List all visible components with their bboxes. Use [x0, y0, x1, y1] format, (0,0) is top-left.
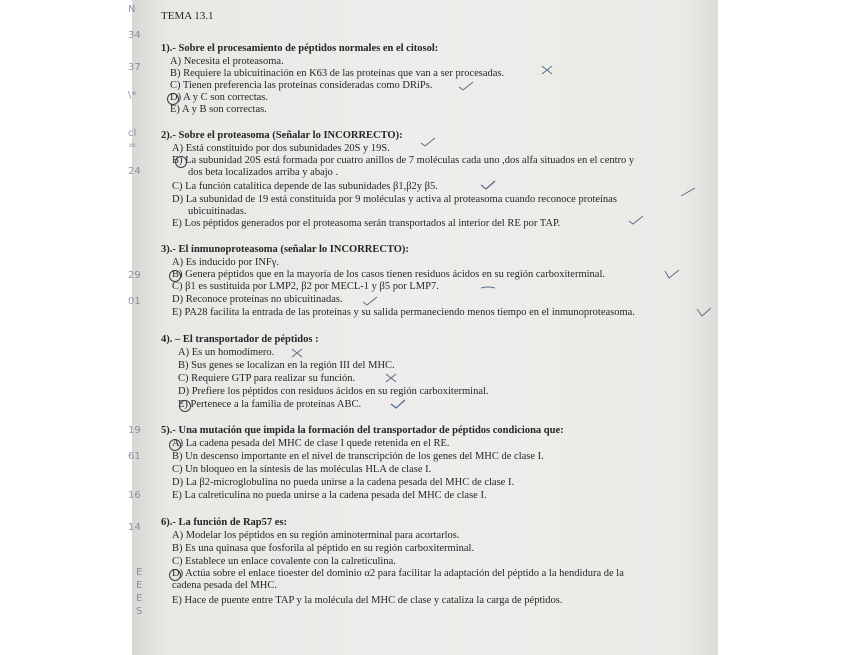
question-1-option-b: B) Requiere la ubicuitinación en K63 de las proteínas que van a ser procesadas.	[170, 68, 505, 79]
handwritten-cross-mark	[540, 62, 556, 72]
question-6-option-d-cont: cadena pesada del MHC.	[172, 580, 277, 591]
margin-mark: E	[136, 593, 143, 604]
question-6-option-d: D) Actúa sobre el enlace tioester del dominio α2 para facilitar la adaptación del péptido a la hendidura de la	[172, 568, 624, 579]
margin-mark: 16	[128, 490, 141, 501]
answer-circle	[169, 270, 181, 282]
answer-circle	[169, 569, 181, 581]
margin-mark: 34	[128, 30, 141, 41]
margin-mark: 24	[128, 166, 141, 177]
margin-mark: E	[136, 580, 143, 591]
handwritten-check-mark	[628, 212, 644, 222]
margin-mark: \*	[128, 90, 137, 101]
margin-mark: S	[136, 606, 143, 617]
question-2-option-b: B) La subunidad 20S está formada por cuatro anillos de 7 moléculas cada uno ,dos alfa situados en el centro y	[172, 155, 635, 166]
question-2-option-a: A) Está constituido por dos subunidades 20S y 19S.	[172, 143, 390, 154]
question-4-option-e: E) Pertenece a la familia de proteínas ABC.	[178, 399, 362, 410]
page-header: TEMA 13.1	[161, 10, 214, 22]
handwritten-cross-mark	[290, 345, 306, 355]
handwritten-check-mark	[680, 184, 696, 194]
question-4-option-c: C) Requiere GTP para realizar su función.	[178, 373, 356, 384]
margin-mark: 01	[128, 296, 141, 307]
question-6-option-e: E) Hace de puente entre TAP y la molécula del MHC de clase y cataliza la carga de péptidos.	[172, 595, 563, 606]
question-2-title: 2).- Sobre el proteasoma (Señalar lo INCORRECTO):	[161, 130, 403, 141]
question-6-option-a: A) Modelar los péptidos en su región aminoterminal para acortarlos.	[172, 530, 460, 541]
question-6-option-c: C) Establece un enlace covalente con la calreticulina.	[172, 556, 396, 567]
question-1-option-c: C) Tienen preferencia las proteínas consideradas como DRiPs.	[170, 80, 433, 91]
question-5-option-a: A) La cadena pesada del MHC de clase I quede retenida en el RE.	[172, 438, 450, 449]
question-2-option-c: C) La función catalítica depende de las subunidades β1,β2y β5.	[172, 181, 438, 192]
question-4-option-d: D) Prefiere los péptidos con residuos ácidos en su región carboxiterminal.	[178, 386, 489, 397]
handwritten-check-mark	[362, 293, 378, 303]
question-3-option-d: D) Reconoce proteínas no ubicuitinadas.	[172, 294, 343, 305]
answer-circle	[179, 400, 191, 412]
handwritten-check-mark	[390, 396, 406, 406]
margin-mark: 19	[128, 425, 141, 436]
question-2-option-e: E) Los péptidos generados por el proteasoma serán transportados al interior del RE por TAP.	[172, 218, 561, 229]
question-3-option-c: C) β1 es sustituida por LMP2, β2 por MECL-1 y β5 por LMP7.	[172, 281, 439, 292]
margin-mark: cl	[128, 128, 137, 139]
question-2-option-d-cont: ubicuitinadas.	[188, 206, 247, 217]
handwritten-check-mark	[458, 78, 474, 88]
question-6-option-b: B) Es una quinasa que fosforila al péptido en su región carboxiterminal.	[172, 543, 475, 554]
question-4-option-b: B) Sus genes se localizan en la región III del MHC.	[178, 360, 395, 371]
handwritten-check-mark	[696, 304, 712, 314]
left-background	[0, 0, 132, 655]
question-1-option-d: D) A y C son correctas.	[170, 92, 268, 103]
margin-mark: 29	[128, 270, 141, 281]
answer-circle	[169, 439, 181, 451]
margin-mark: E	[136, 567, 143, 578]
handwritten-check-mark	[664, 266, 680, 276]
question-2-option-b-cont: dos beta localizados arriba y abajo .	[188, 167, 339, 178]
question-3-option-a: A) Es inducido por INFγ.	[172, 257, 280, 268]
question-5-title: 5).- Una mutación que impida la formación del transportador de péptidos condiciona que:	[161, 425, 564, 436]
question-4-title: 4). – El transportador de péptidos :	[161, 334, 319, 345]
question-2-option-d: D) La subunidad de 19 está constituida por 9 moléculas y activa al proteasoma cuando reconoce proteínas	[172, 194, 617, 205]
question-3-option-b: B) Genera péptidos que en la mayoría de los casos tienen residuos ácidos en su región carboxiterminal.	[172, 269, 605, 280]
question-1-option-e: E) A y B son correctas.	[170, 104, 267, 115]
margin-mark: N	[128, 4, 136, 15]
question-3-title: 3).- El inmunoproteasoma (señalar lo INCORRECTO):	[161, 244, 409, 255]
answer-circle	[175, 156, 187, 168]
margin-mark: =	[128, 140, 137, 151]
answer-circle	[167, 93, 179, 105]
handwritten-dash-mark	[480, 280, 496, 290]
handwritten-cross-mark	[384, 370, 400, 380]
handwritten-check-mark	[480, 177, 496, 187]
margin-mark: 37	[128, 62, 141, 73]
question-4-option-a: A) Es un homodímero.	[178, 347, 275, 358]
question-5-option-e: E) La calreticulina no pueda unirse a la cadena pesada del MHC de clase I.	[172, 490, 487, 501]
margin-mark: 14	[128, 522, 141, 533]
handwritten-check-mark	[420, 134, 436, 144]
question-1-title: 1).- Sobre el procesamiento de péptidos normales en el citosol:	[161, 43, 439, 54]
right-background	[718, 0, 848, 655]
question-5-option-c: C) Un bloqueo en la síntesis de las moléculas HLA de clase I.	[172, 464, 432, 475]
question-3-option-e: E) PA28 facilita la entrada de las proteínas y su salida permaneciendo menos tiempo en el inmunoproteasoma.	[172, 307, 635, 318]
question-1-option-a: A) Necesita el proteasoma.	[170, 56, 284, 67]
margin-mark: 61	[128, 451, 141, 462]
question-6-title: 6).- La función de Rap57 es:	[161, 517, 288, 528]
question-5-option-b: B) Un descenso importante en el nivel de transcripción de los genes del MHC de clase I.	[172, 451, 544, 462]
question-5-option-d: D) La β2-microglobulina no pueda unirse a la cadena pesada del MHC de clase I.	[172, 477, 515, 488]
